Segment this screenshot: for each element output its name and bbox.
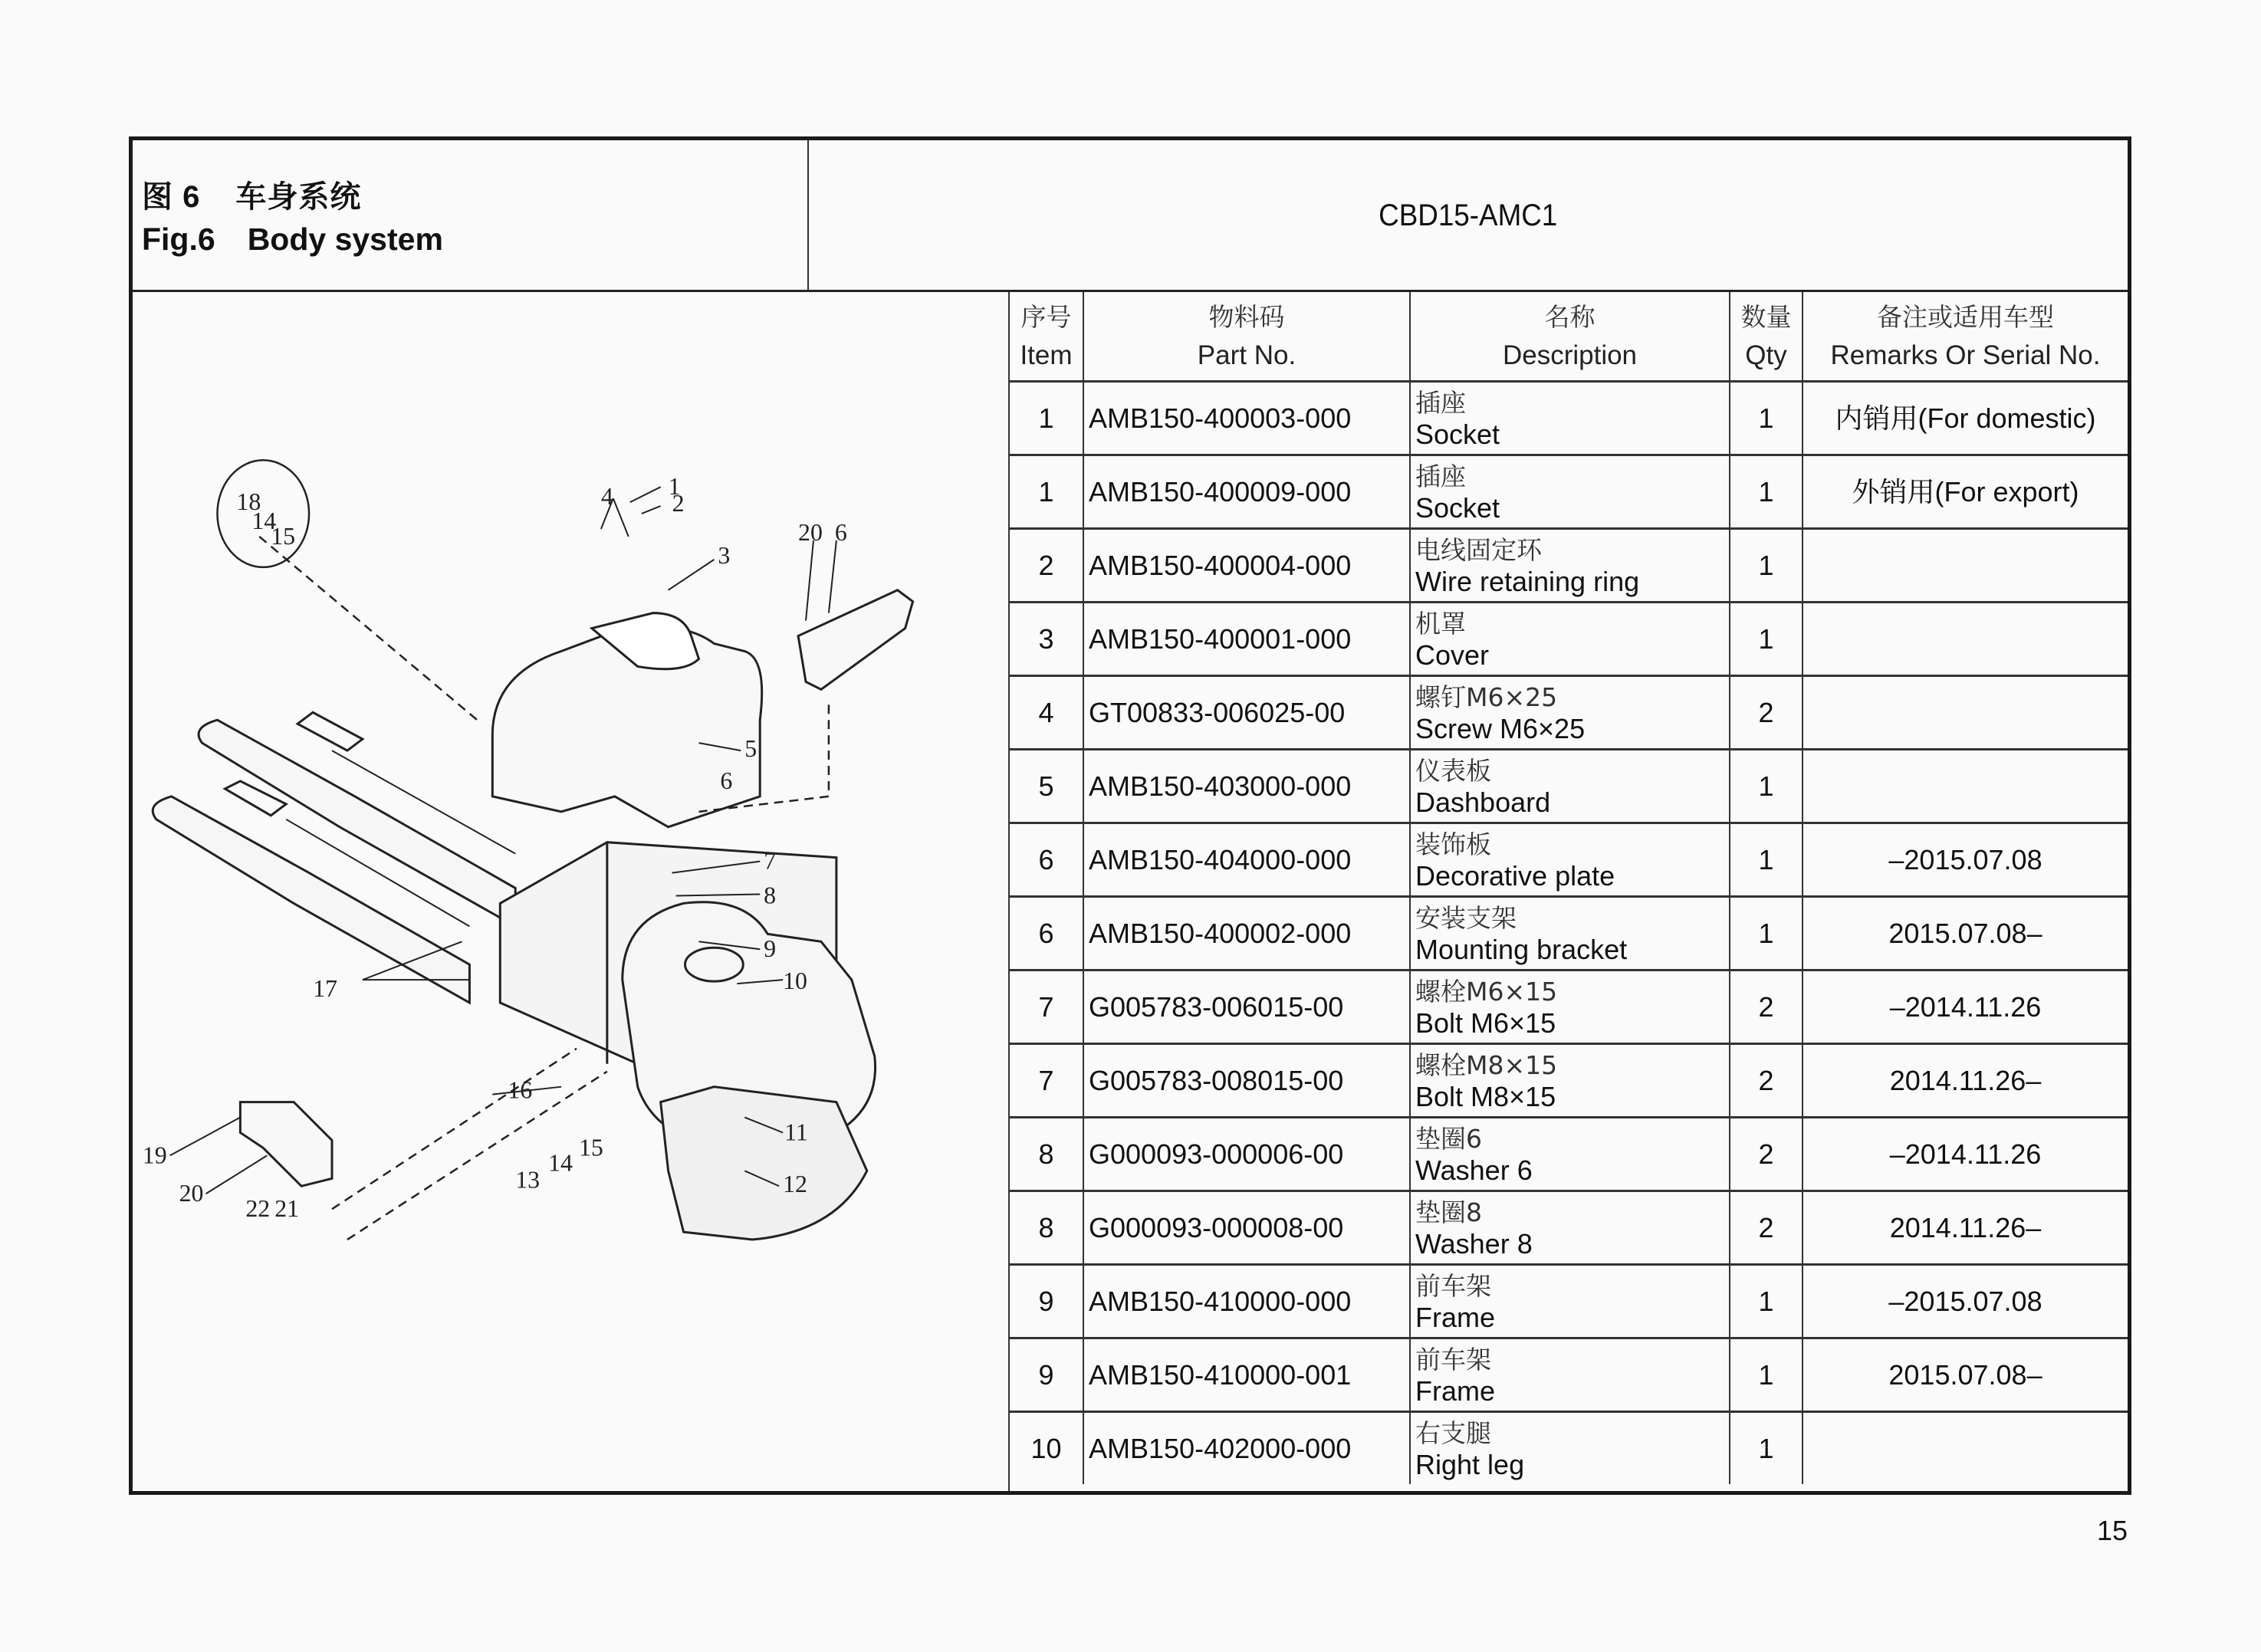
callout-11: 11 (784, 1118, 808, 1146)
cell-qty: 1 (1730, 529, 1803, 603)
cell-description: 装饰板 Decorative plate (1410, 823, 1730, 897)
cell-part-no: AMB150-410000-000 (1083, 1265, 1410, 1338)
callout-9: 9 (764, 935, 777, 963)
cell-item: 10 (1010, 1412, 1083, 1485)
col-header-qty: 数量 Qty (1730, 292, 1803, 382)
page-number: 15 (2097, 1515, 2128, 1546)
callout-20: 20 (179, 1180, 204, 1207)
cell-qty: 1 (1730, 750, 1803, 823)
table-row (1010, 971, 2128, 1044)
callout-12: 12 (783, 1171, 807, 1198)
cover-drawing (492, 613, 761, 827)
cell-part-no: AMB150-402000-000 (1083, 1412, 1410, 1485)
table-row (1010, 1412, 2128, 1485)
cell-description: 前车架 Frame (1410, 1338, 1730, 1412)
callout-8: 8 (764, 882, 777, 909)
callout-4: 4 (600, 483, 613, 511)
table-row (1010, 1191, 2128, 1265)
callout-1: 1 (668, 473, 681, 501)
cell-description: 安装支架 Mounting bracket (1410, 897, 1730, 971)
figure-label-cn: 图 6 (142, 180, 201, 214)
callout-5: 5 (744, 735, 758, 763)
table-row (1010, 676, 2128, 750)
callout-21: 21 (274, 1195, 300, 1223)
cell-qty: 1 (1730, 823, 1803, 897)
callout-16: 16 (508, 1076, 533, 1104)
cell-item: 8 (1010, 1191, 1083, 1265)
cell-description: 机罩 Cover (1410, 603, 1730, 676)
cell-description: 插座 Socket (1410, 455, 1730, 529)
cell-item: 7 (1010, 1044, 1083, 1118)
col-header-description: 名称 Description (1410, 292, 1730, 382)
cell-qty: 1 (1730, 603, 1803, 676)
cell-qty: 1 (1730, 455, 1803, 529)
cell-item: 8 (1010, 1118, 1083, 1191)
callout-14-detail: 14 (251, 507, 277, 535)
table-row (1010, 750, 2128, 823)
callout-22: 22 (245, 1195, 271, 1223)
cell-part-no: AMB150-400002-000 (1083, 897, 1410, 971)
exploded-diagram (133, 292, 1010, 1491)
callout-19: 19 (142, 1141, 167, 1169)
callout-18: 18 (236, 488, 261, 516)
cell-description: 垫圈6 Washer 6 (1410, 1118, 1730, 1191)
figure-label-en: Fig.6 (142, 222, 215, 257)
cell-remarks: 外销用(For export) (1803, 455, 2128, 529)
parts-page-frame (129, 136, 2131, 1495)
cell-item: 5 (1010, 750, 1083, 823)
model-block (809, 140, 2128, 292)
cell-item: 7 (1010, 971, 1083, 1044)
table-row (1010, 382, 2128, 455)
cell-part-no: AMB150-410000-001 (1083, 1338, 1410, 1412)
cell-part-no: AMB150-400004-000 (1083, 529, 1410, 603)
callout-6-top: 6 (834, 518, 847, 546)
cell-qty: 1 (1730, 382, 1803, 455)
cell-description: 右支腿 Right leg (1410, 1412, 1730, 1485)
figure-name-en: Body system (247, 222, 443, 257)
cell-item: 9 (1010, 1265, 1083, 1338)
callout-14: 14 (548, 1149, 573, 1177)
cell-part-no: G005783-006015-00 (1083, 971, 1410, 1044)
cell-item: 6 (1010, 823, 1083, 897)
bracket-drawing (798, 590, 913, 690)
cell-qty: 2 (1730, 1191, 1803, 1265)
cell-item: 6 (1010, 897, 1083, 971)
cell-qty: 1 (1730, 1412, 1803, 1485)
cell-item: 1 (1010, 455, 1083, 529)
cell-remarks: 2014.11.26– (1803, 1044, 2128, 1118)
cell-qty: 2 (1730, 1118, 1803, 1191)
table-row (1010, 1338, 2128, 1412)
cell-description: 螺栓M6×15 Bolt M6×15 (1410, 971, 1730, 1044)
col-header-part-no: 物料码 Part No. (1083, 292, 1410, 382)
table-row (1010, 897, 2128, 971)
cell-description: 插座 Socket (1410, 382, 1730, 455)
cell-part-no: G005783-008015-00 (1083, 1044, 1410, 1118)
callout-7: 7 (764, 847, 777, 875)
cell-remarks (1803, 1412, 2128, 1485)
cell-item: 4 (1010, 676, 1083, 750)
cell-part-no: AMB150-400001-000 (1083, 603, 1410, 676)
figure-name-cn: 车身系统 (235, 180, 362, 214)
callout-13: 13 (515, 1166, 541, 1194)
cell-remarks: –2015.07.08 (1803, 823, 2128, 897)
callout-6: 6 (720, 767, 733, 794)
cell-remarks (1803, 750, 2128, 823)
cell-qty: 1 (1730, 1338, 1803, 1412)
cell-item: 9 (1010, 1338, 1083, 1412)
cell-item: 1 (1010, 382, 1083, 455)
model-name: CBD15-AMC1 (1379, 199, 1558, 232)
cell-description: 垫圈8 Washer 8 (1410, 1191, 1730, 1265)
table-row (1010, 529, 2128, 603)
cell-part-no: G000093-000008-00 (1083, 1191, 1410, 1265)
cell-description: 前车架 Frame (1410, 1265, 1730, 1338)
callout-17: 17 (313, 975, 337, 1003)
cell-part-no: AMB150-400003-000 (1083, 382, 1410, 455)
figure-title-en (142, 222, 443, 258)
cell-remarks: –2015.07.08 (1803, 1265, 2128, 1338)
cell-remarks: 2014.11.26– (1803, 1191, 2128, 1265)
cell-remarks: –2014.11.26 (1803, 1118, 2128, 1191)
cell-description: 螺钉M6×25 Screw M6×25 (1410, 676, 1730, 750)
figure-title-block (133, 140, 809, 292)
cell-remarks (1803, 529, 2128, 603)
figure-title-cn (142, 172, 361, 216)
cell-item: 3 (1010, 603, 1083, 676)
table-row (1010, 1265, 2128, 1338)
table-row (1010, 823, 2128, 897)
cell-remarks (1803, 603, 2128, 676)
cell-remarks: 2015.07.08– (1803, 897, 2128, 971)
callout-15-detail: 15 (271, 522, 296, 550)
cell-remarks: –2014.11.26 (1803, 971, 2128, 1044)
col-header-remarks: 备注或适用车型 Remarks Or Serial No. (1803, 292, 2128, 382)
table-row (1010, 1044, 2128, 1118)
cell-remarks: 内销用(For domestic) (1803, 382, 2128, 455)
cell-qty: 2 (1730, 971, 1803, 1044)
cell-part-no: G000093-000006-00 (1083, 1118, 1410, 1191)
cell-qty: 1 (1730, 897, 1803, 971)
table-row (1010, 455, 2128, 529)
cell-part-no: AMB150-403000-000 (1083, 750, 1410, 823)
callout-3: 3 (718, 541, 731, 569)
cell-remarks (1803, 676, 2128, 750)
cell-description: 螺栓M8×15 Bolt M8×15 (1410, 1044, 1730, 1118)
table-row (1010, 1118, 2128, 1191)
bracket-19-drawing (240, 1102, 332, 1187)
callout-20-top: 20 (798, 518, 823, 546)
exploded-view-drawing (133, 292, 1008, 1491)
callout-2: 2 (672, 490, 685, 517)
table-header-row (1010, 292, 2128, 382)
callout-15: 15 (578, 1134, 603, 1161)
col-header-item: 序号 Item (1010, 292, 1083, 382)
cell-item: 2 (1010, 529, 1083, 603)
table-row (1010, 603, 2128, 676)
cell-description: 电线固定环 Wire retaining ring (1410, 529, 1730, 603)
parts-table (1010, 292, 2128, 1484)
cell-remarks: 2015.07.08– (1803, 1338, 2128, 1412)
callout-10: 10 (783, 967, 807, 995)
cell-part-no: GT00833-006025-00 (1083, 676, 1410, 750)
fork-drawing (153, 712, 515, 1003)
cell-description: 仪表板 Dashboard (1410, 750, 1730, 823)
cell-qty: 2 (1730, 1044, 1803, 1118)
cell-part-no: AMB150-404000-000 (1083, 823, 1410, 897)
cell-part-no: AMB150-400009-000 (1083, 455, 1410, 529)
cell-qty: 1 (1730, 1265, 1803, 1338)
cell-qty: 2 (1730, 676, 1803, 750)
